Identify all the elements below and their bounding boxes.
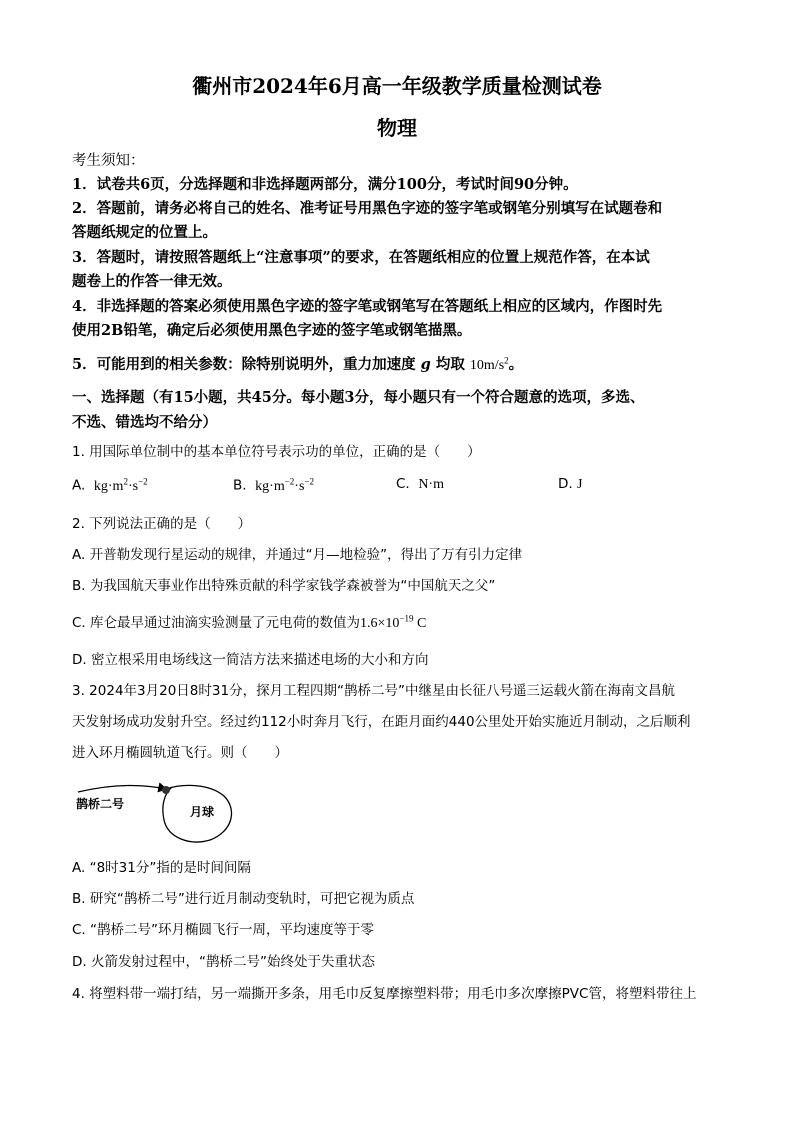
q3-option-d: D. 火箭发射过程中，“鹊桥二号”始终处于失重状态: [72, 954, 375, 970]
notice-item-3: 3．答题时，请按照答题纸上“注意事项”的要求，在答题纸相应的位置上规范作答，在本试: [72, 249, 650, 266]
q2-c-mantissa: 1.6×10: [360, 616, 400, 631]
q1-b-mid: ·s: [294, 478, 305, 494]
q2-option-d: D. 密立根采用电场线这一简洁方法来描述电场的大小和方向: [72, 652, 429, 668]
q1-option-a-expr: [93, 476, 148, 494]
notice-item-5-mid: 均取: [435, 356, 465, 373]
q1-a-exp1: 2: [123, 476, 128, 486]
moon-label: 月球: [190, 805, 215, 819]
q1-option-d-letter: D.: [558, 476, 573, 492]
q2-c-exponent: −19: [399, 613, 414, 624]
q1-b-exp1: −2: [284, 476, 295, 486]
notice-item-5: [72, 353, 724, 374]
q1-b-exp2: −2: [304, 476, 314, 486]
notice-item-1: 1．试卷共6页，分选择题和非选择题两部分，满分100分，考试时间90分钟。: [72, 176, 578, 193]
q3-option-c: C. “鹊桥二号”环月椭圆飞行一周，平均速度等于零: [72, 922, 374, 938]
q1-b-base: kg·m: [255, 478, 285, 494]
q2-c-unit: C: [417, 616, 427, 631]
q1-option-b-letter: B.: [233, 477, 247, 494]
notice-item-2-cont: 答题纸规定的位置上。: [72, 224, 217, 241]
q2-stem: 2. 下列说法正确的是（ ）: [72, 516, 252, 532]
q1-option-c-text: N·m: [418, 477, 444, 492]
q3-stem-line3: 进入环月椭圆轨道飞行。则（ ）: [72, 745, 288, 761]
q2-option-b: B. 为我国航天事业作出特殊贡献的科学家钱学森被誉为“中国航天之父”: [72, 578, 496, 594]
q1-option-d-text: J: [576, 477, 583, 492]
q1-a-exp2: −2: [138, 476, 148, 486]
q1-option-c-letter: C.: [396, 476, 410, 492]
satellite-icon: [162, 786, 170, 794]
q1-option-b: [233, 476, 314, 495]
notice-heading: 考生须知：: [72, 153, 145, 169]
q2-option-c: [72, 611, 724, 632]
satellite-label: 鹊桥二号: [76, 797, 125, 811]
gravity-unit: 10m/s: [469, 358, 505, 373]
q3-stem-line1: 3. 2024年3月20日8时31分，探月工程四期“鹊桥二号”中继星由长征八号遥三运载火箭在海南文昌航: [72, 683, 676, 699]
q1-a-mid: ·s: [127, 478, 139, 494]
q2-option-c-text: C. 库仑最早通过油滴实验测量了元电荷的数值为: [72, 615, 361, 631]
q1-option-c: [396, 476, 444, 493]
q3-figure-lunar-orbit: [72, 770, 252, 850]
gravity-symbol: g: [420, 356, 431, 373]
q1-option-a: [72, 476, 148, 495]
notice-item-4: 4．非选择题的答案必须使用黑色字迹的签字笔或钢笔写在答题纸上相应的区域内，作图时先: [72, 298, 663, 315]
notice-item-5-prefix: 5．可能用到的相关参数：除特别说明外，重力加速度: [72, 356, 416, 373]
notice-item-5-end: 。: [508, 356, 524, 373]
q1-option-b-expr: [255, 476, 314, 494]
notice-item-3-cont: 题卷上的作答一律无效。: [72, 273, 232, 290]
q4-stem-line1: 4. 将塑料带一端打结，另一端撕开多条，用毛巾反复摩擦塑料带；用毛巾多次摩擦PVC管，将塑料带往上: [72, 986, 697, 1002]
subject-title: 物理: [377, 116, 417, 140]
gravity-exponent: 2: [504, 355, 509, 366]
gravity-value: [469, 355, 509, 373]
q1-option-a-letter: A.: [72, 477, 86, 494]
q2-option-a: A. 开普勒发现行星运动的规律，并通过“月—地检验”，得出了万有引力定律: [72, 547, 523, 563]
trajectory-arrow: [78, 786, 166, 792]
exam-title: 衢州市2024年6月高一年级教学质量检测试卷: [192, 74, 602, 98]
q1-option-d: [558, 476, 582, 493]
notice-item-4-cont: 使用2B铅笔，确定后必须使用黑色字迹的签字笔或钢笔描黑。: [72, 322, 472, 339]
q1-stem: 1. 用国际单位制中的基本单位符号表示功的单位，正确的是（ ）: [72, 444, 481, 460]
q1-a-base: kg·m: [93, 478, 124, 494]
notice-item-2: 2．答题前，请务必将自己的姓名、准考证号用黑色字迹的签字笔或钢笔分别填写在试题卷和: [72, 200, 663, 217]
q3-stem-line2: 天发射场成功发射升空。经过约112小时奔月飞行，在距月面约440公里处开始实施近月制动，之后顺利: [72, 714, 691, 730]
q2-option-c-value: [360, 613, 427, 631]
section1-heading-cont: 不选、错选均不给分）: [72, 414, 217, 431]
q3-option-a: A. “8时31分”指的是时间间隔: [72, 860, 251, 876]
q3-option-b: B. 研究“鹊桥二号”进行近月制动变轨时，可把它视为质点: [72, 891, 415, 907]
section1-heading: 一、选择题（有15小题，共45分。每小题3分，每小题只有一个符合题意的选项，多选、: [72, 389, 645, 406]
